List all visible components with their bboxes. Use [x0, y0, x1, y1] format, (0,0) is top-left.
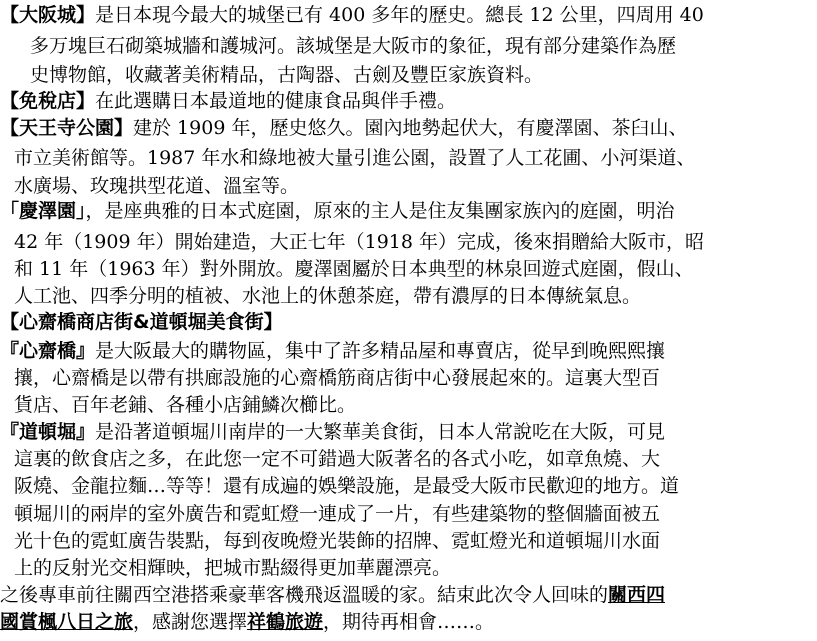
- tennoji-text-1: 建於 1909 年，歷史悠久。園內地勢起伏大，有慶澤園、茶臼山、: [133, 117, 688, 139]
- osaka-castle-text-1: 是日本現今最大的城堡已有 400 多年的歷史。總長 12 公里，四周用 40: [95, 4, 704, 26]
- osaka-castle-line-3: 史博物館，收藏著美術精品，古陶器、古劍及豐臣家族資料。: [30, 64, 544, 86]
- closing-line-2: [0, 609, 494, 636]
- dotonbori-line-5: 光十色的霓虹廣告裝點，每到夜晚燈光裝飾的招牌、霓虹燈光和道頓堀川水面: [14, 530, 661, 552]
- keitakuen-line-3: 和 11 年（1963 年）對外開放。慶澤園屬於日本典型的林泉回遊式庭園，假山、: [14, 258, 694, 280]
- tour-name-part-1: 關西四: [608, 584, 666, 606]
- dotonbori-text-1: 是沿著道頓堀川南岸的一大繁華美食街，日本人常說吃在大阪，可見: [95, 421, 666, 443]
- closing-text-2: ，感謝您選擇: [133, 611, 248, 633]
- closing-line-1: [0, 582, 665, 609]
- shinsaibashi-line-1: [0, 338, 665, 365]
- brand-name: 祥鶴旅遊: [247, 611, 324, 633]
- shopping-food-heading: [0, 309, 283, 336]
- osaka-castle-line-1: [0, 2, 704, 29]
- dotonbori-line-3: 阪燒、金龍拉麵…等等！還有成遍的娛樂設施，是最受大阪市民歡迎的地方。道: [14, 475, 680, 497]
- dotonbori-line-4: 頓堀川的兩岸的室外廣告和霓虹燈一連成了一片，有些建築物的整個牆面被五: [14, 503, 661, 525]
- tour-name-part-2: 國賞楓八日之旅: [0, 611, 134, 633]
- shinsaibashi-line-3: 貨店、百年老鋪、各種小店鋪鱗次櫛比。: [14, 394, 357, 416]
- keitakuen-line-1: [0, 198, 675, 225]
- shinsaibashi-title: 『心齋橋』: [0, 340, 96, 362]
- osaka-castle-title: 【大阪城】: [0, 4, 96, 26]
- shinsaibashi-text-1: 是大阪最大的購物區，集中了許多精品屋和專賣店，從早到晚熙熙攘: [95, 340, 666, 362]
- tennoji-line-3: 水廣場、玫瑰拱型花道、溫室等。: [14, 175, 300, 197]
- keitakuen-text-1: ，是座典雅的日本式庭園，原來的主人是住友集團家族內的庭園，明治: [85, 200, 675, 222]
- tennoji-line-2: 市立美術館等。1987 年水和綠地被大量引進公園，設置了人工花圃、小河渠道、: [14, 147, 696, 169]
- duty-free-title: 【免稅店】: [0, 90, 96, 112]
- shinsaibashi-line-2: 攘，心齋橋是以帶有拱廊設施的心齋橋筋商店街中心發展起來的。這裏大型百: [14, 367, 661, 389]
- dotonbori-line-2: 這裏的飲食店之多，在此您一定不可錯過大阪著名的各式小吃，如章魚燒、大: [14, 448, 661, 470]
- closing-text-3: ，期待再相會……。: [323, 611, 495, 633]
- osaka-castle-line-2: 多万塊巨石砌築城牆和護城河。該城堡是大阪市的象征，現有部分建築作為歷: [30, 35, 677, 57]
- tennoji-title: 【天王寺公園】: [0, 117, 134, 139]
- keitakuen-line-2: 42 年（1909 年）開始建造，大正七年（1918 年）完成，後來捐贈給大阪市，昭: [14, 231, 705, 253]
- dotonbori-line-1: [0, 419, 665, 446]
- duty-free-line: [0, 88, 456, 115]
- tennoji-line-1: [0, 115, 687, 142]
- keitakuen-title: 「慶澤園」: [0, 200, 86, 222]
- dotonbori-title: 『道頓堀』: [0, 421, 96, 443]
- shopping-food-title: 【心齋橋商店街&道頓堀美食街】: [0, 311, 283, 333]
- duty-free-text: 在此選購日本最道地的健康食品與伴手禮。: [95, 90, 457, 112]
- dotonbori-line-6: 上的反射光交相輝映，把城市點綴得更加華麗漂亮。: [14, 557, 452, 579]
- closing-text-1: 之後專車前往關西空港搭乘豪華客機飛返溫暖的家。結束此次令人回味的: [0, 584, 609, 606]
- keitakuen-line-4: 人工池、四季分明的植被、水池上的休憩茶庭，帶有濃厚的日本傳統氣息。: [14, 285, 642, 307]
